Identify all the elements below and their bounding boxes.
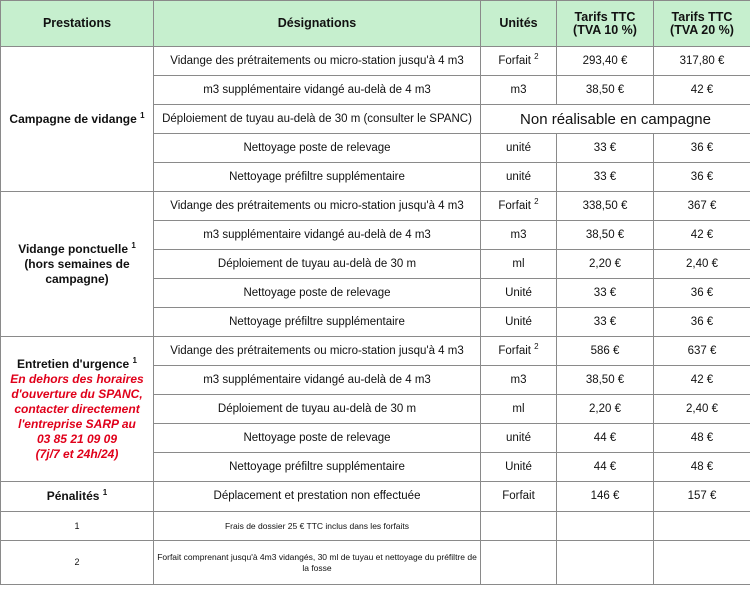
unit-cell [481,47,557,76]
unit-cell: m3 [481,221,557,250]
header-designations: Désignations [154,1,481,47]
footnote-ref: 2 [534,196,539,206]
price-20-cell: 42 € [654,221,750,250]
urgent-phone: 03 85 21 09 09 [36,431,118,446]
designation-cell: Déploiement de tuyau au-delà de 30 m [154,395,481,424]
header-tarif-20 [654,1,750,47]
table-row [1,47,750,76]
footnote-row [1,541,750,585]
price-20-cell: 317,80 € [654,47,750,76]
footnote-text: Forfait comprenant jusqu'à 4m3 vidangés, 30 ml de tuyau et nettoyage du préfiltre de la fosse [154,541,481,585]
designation-cell: Vidange des prétraitements ou micro-station jusqu'à 4 m3 [154,47,481,76]
designation-cell: Vidange des prétraitements ou micro-station jusqu'à 4 m3 [154,192,481,221]
category-vidange-ponctuelle [1,192,154,337]
price-10-cell: 33 € [557,308,654,337]
price-10-cell: 33 € [557,163,654,192]
empty-cell [481,541,557,585]
designation-cell: Vidange des prétraitements ou micro-station jusqu'à 4 m3 [154,337,481,366]
designation-cell: m3 supplémentaire vidangé au-delà de 4 m3 [154,76,481,105]
price-20-cell: 36 € [654,279,750,308]
empty-cell [557,541,654,585]
unit-cell: Unité [481,453,557,482]
price-10-cell: 2,20 € [557,250,654,279]
not-available-cell: Non réalisable en campagne [481,105,750,134]
designation-cell: Nettoyage poste de relevage [154,424,481,453]
header-prestations: Prestations [1,1,154,47]
price-10-cell: 33 € [557,134,654,163]
price-10-cell: 38,50 € [557,366,654,395]
footnote-number: 1 [1,512,154,541]
designation-cell: Nettoyage poste de relevage [154,134,481,163]
footnote-ref: 2 [534,341,539,351]
header-tarif-10 [557,1,654,47]
price-20-cell: 48 € [654,424,750,453]
price-10-cell: 44 € [557,453,654,482]
urgent-note-line: En dehors des horaires [10,371,144,386]
designation-cell: m3 supplémentaire vidangé au-delà de 4 m3 [154,221,481,250]
unit-cell: ml [481,250,557,279]
price-10-cell: 146 € [557,482,654,512]
price-20-cell: 42 € [654,76,750,105]
price-10-cell: 293,40 € [557,47,654,76]
price-10-cell: 38,50 € [557,76,654,105]
unit-cell: unité [481,424,557,453]
footnote-row [1,512,750,541]
empty-cell [654,541,750,585]
unit-label: Forfait [498,344,531,357]
footnote-ref: 1 [140,110,145,120]
designation-cell: Déplacement et prestation non effectuée [154,482,481,512]
designation-cell: Déploiement de tuyau au-delà de 30 m (consulter le SPANC) [154,105,481,134]
designation-cell: Nettoyage poste de relevage [154,279,481,308]
price-10-cell: 38,50 € [557,221,654,250]
price-20-cell: 42 € [654,366,750,395]
table-row [1,337,750,366]
price-10-cell: 2,20 € [557,395,654,424]
category-label: Entretien d'urgence [16,356,130,371]
category-campagne-de-vidange [1,47,154,192]
designation-cell: Nettoyage préfiltre supplémentaire [154,453,481,482]
footnote-text: Frais de dossier 25 € TTC inclus dans les forfaits [154,512,481,541]
price-20-cell: 48 € [654,453,750,482]
price-20-cell: 2,40 € [654,395,750,424]
designation-cell: Nettoyage préfiltre supplémentaire [154,163,481,192]
table-row [1,192,750,221]
category-label: Pénalités [46,489,100,503]
penalites-row [1,482,750,512]
category-penalites [1,482,154,512]
urgent-note-line: d'ouverture du SPANC, [11,386,143,401]
urgent-note-line: contacter directement [14,401,140,416]
price-20-cell: 367 € [654,192,750,221]
unit-cell: m3 [481,76,557,105]
designation-cell: Déploiement de tuyau au-delà de 30 m [154,250,481,279]
price-20-cell: 36 € [654,134,750,163]
price-20-cell: 36 € [654,163,750,192]
header-row [1,1,750,47]
header-tarif-20-line2: (TVA 20 %) [670,22,734,37]
category-sublabel: (hors semaines de campagne) [24,256,130,286]
unit-cell [481,192,557,221]
footnote-ref: 1 [131,240,136,250]
footnote-ref: 1 [132,355,137,365]
unit-cell: Unité [481,279,557,308]
unit-cell: unité [481,163,557,192]
category-label: Campagne de vidange [9,111,137,126]
header-unites: Unités [481,1,557,47]
price-10-cell: 33 € [557,279,654,308]
unit-cell: Unité [481,308,557,337]
price-20-cell: 637 € [654,337,750,366]
empty-cell [557,512,654,541]
footnote-ref: 1 [102,488,108,497]
price-20-cell: 157 € [654,482,750,512]
footnote-ref: 2 [534,51,539,61]
price-10-cell: 338,50 € [557,192,654,221]
designation-cell: Nettoyage préfiltre supplémentaire [154,308,481,337]
category-entretien-urgence [1,337,154,482]
urgent-note-line: (7j/7 et 24h/24) [35,446,119,461]
unit-cell: unité [481,134,557,163]
designation-cell: m3 supplémentaire vidangé au-delà de 4 m3 [154,366,481,395]
category-label: Vidange ponctuelle [18,241,128,256]
unit-cell: Forfait [481,482,557,512]
unit-cell: ml [481,395,557,424]
price-20-cell: 2,40 € [654,250,750,279]
price-10-cell: 586 € [557,337,654,366]
urgent-note-line: l'entreprise SARP au [18,416,136,431]
unit-label: Forfait [498,54,531,67]
empty-cell [654,512,750,541]
unit-cell: m3 [481,366,557,395]
price-20-cell: 36 € [654,308,750,337]
header-tarif-10-line1: Tarifs TTC [574,9,636,24]
header-tarif-20-line1: Tarifs TTC [671,9,733,24]
price-10-cell: 44 € [557,424,654,453]
unit-cell [481,337,557,366]
unit-label: Forfait [498,199,531,212]
header-tarif-10-line2: (TVA 10 %) [573,22,637,37]
empty-cell [481,512,557,541]
footnote-number: 2 [1,541,154,585]
